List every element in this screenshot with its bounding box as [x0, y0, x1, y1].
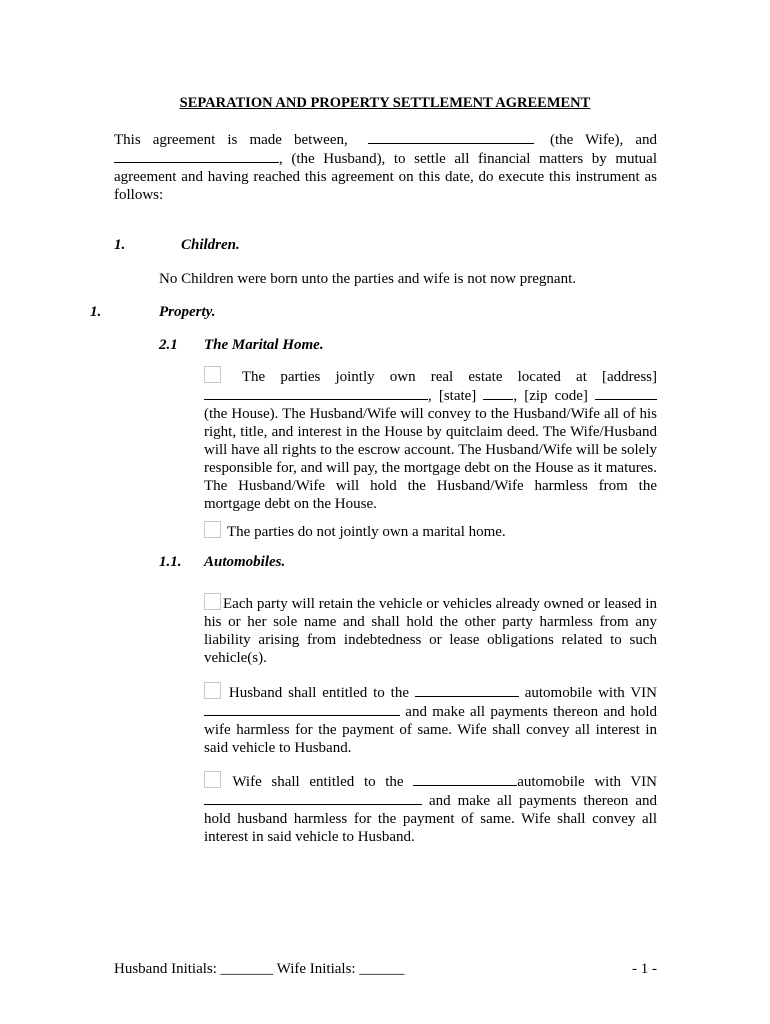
clause-text: (the House). The Husband/Wife will convey to the Husband/Wife all of his right, title, and interest in the House by quitclaim deed. The Wife/Husband will have all rights to the escrow account. The Husband/Wife will be solely responsible for, and will pay, the mortgage debt on the House as it matures. The Husband/Wife will hold the Husband/Wife harmless from the mortgage debt on the House.	[204, 406, 657, 512]
automobile-option-2	[204, 682, 657, 757]
checkbox[interactable]	[204, 366, 221, 383]
marital-home-option-1	[204, 366, 657, 513]
intro-text: , (the Husband), to settle all financial matters by mutual agreement and having reached this agreement on this date, do execute this instrument as follows:	[114, 151, 657, 203]
state-blank[interactable]	[483, 386, 513, 400]
clause-text: , [state]	[428, 388, 477, 404]
intro-text: (the Wife), and	[549, 132, 658, 148]
clause-text: Husband shall entitled to the	[228, 685, 409, 701]
intro-paragraph	[114, 130, 657, 204]
clause-text: Each party will retain the vehicle or vehicles already owned or leased in his or her sole name and shall hold the other party harmless from any liability arising from indebtedness or lease obligations related to such vehicle(s).	[204, 596, 657, 666]
children-text: No Children were born unto the parties and wife is not now pregnant.	[159, 271, 576, 287]
section-property-heading	[90, 303, 216, 321]
clause-text: The parties do not jointly own a marital home.	[227, 524, 506, 540]
checkbox[interactable]	[204, 593, 221, 610]
footer-initials: Husband Initials: _______ Wife Initials: ______	[114, 961, 405, 977]
checkbox[interactable]	[204, 682, 221, 699]
automobile-blank[interactable]	[413, 772, 517, 786]
vin-blank[interactable]	[204, 702, 400, 716]
clause-text: The parties jointly own real estate located at [address]	[241, 369, 657, 385]
document-title: SEPARATION AND PROPERTY SETTLEMENT AGREEMENT	[179, 95, 591, 111]
clause-text: Wife shall entitled to the	[232, 774, 404, 790]
section-title: Children.	[181, 237, 240, 253]
husband-name-blank[interactable]	[114, 149, 279, 163]
section-1-heading	[114, 236, 240, 254]
vin-blank[interactable]	[204, 791, 422, 805]
zip-blank[interactable]	[595, 386, 657, 400]
clause-text: , [zip code]	[513, 388, 588, 404]
section-title: The Marital Home.	[204, 337, 324, 353]
checkbox[interactable]	[204, 771, 221, 788]
wife-name-blank[interactable]	[368, 130, 534, 144]
section-title: Property.	[159, 304, 216, 320]
clause-text: automobile with VIN	[517, 774, 658, 790]
section-title: Automobiles.	[204, 554, 286, 570]
section-number: 1.1.	[159, 554, 182, 570]
clause-text: automobile with VIN	[524, 685, 658, 701]
checkbox[interactable]	[204, 521, 221, 538]
automobile-blank[interactable]	[415, 683, 519, 697]
marital-home-option-2	[204, 521, 506, 541]
section-1-1-heading	[159, 553, 285, 571]
automobile-option-3	[204, 771, 657, 846]
section-2-1-heading	[159, 336, 324, 354]
intro-text: This agreement is made between,	[114, 132, 348, 148]
section-number: 2.1	[159, 337, 178, 353]
automobile-option-1	[204, 593, 657, 667]
clause-text: and make all payments thereon and hold wife harmless for the payment of same. Wife shall convey all interest in said vehicle to Husband.	[204, 704, 657, 756]
page-number: - 1 -	[632, 961, 657, 977]
section-number: 1.	[114, 237, 126, 253]
section-number: 1.	[90, 304, 102, 320]
clause-text: and make all payments thereon and hold husband harmless for the payment of same. Wife shall convey all interest in said vehicle to Husband.	[204, 793, 658, 845]
address-blank[interactable]	[204, 386, 428, 400]
